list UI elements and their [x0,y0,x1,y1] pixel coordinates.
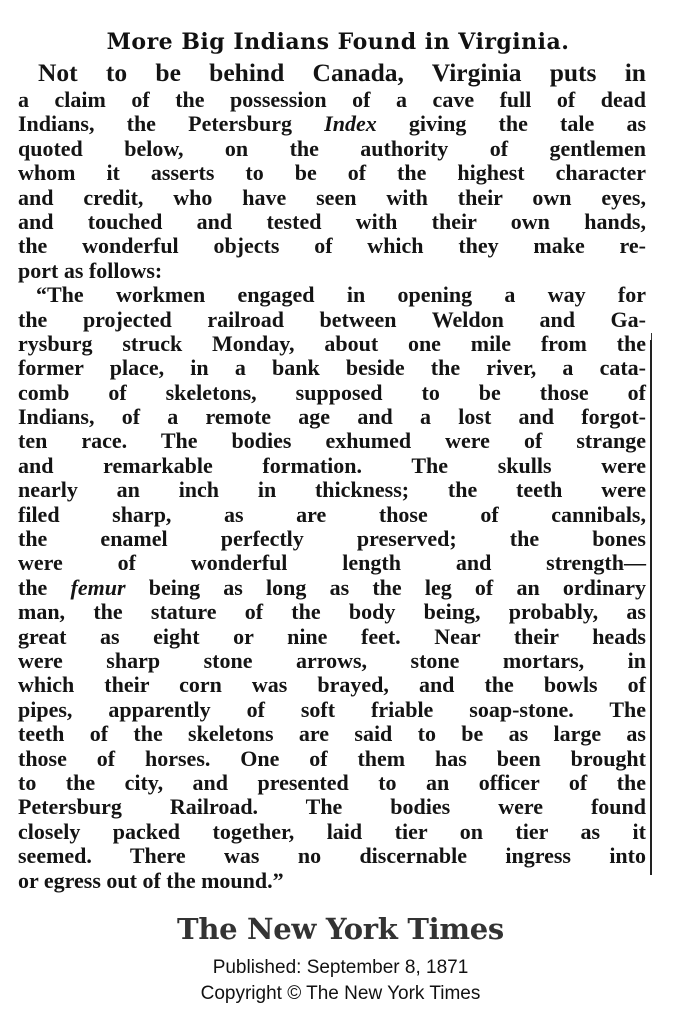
article-line [18,747,646,771]
article-line [18,771,646,795]
article-line [18,625,646,649]
article-line [18,478,646,502]
article-line [18,503,646,527]
headline: More Big Indians Found in Virginia. [106,29,570,55]
article-line-text: which their corn was brayed, and the bowls of [18,672,646,698]
copyright-notice: Copyright © The New York Times [200,983,481,1004]
article-line [18,58,646,88]
article-line-text: the [18,574,48,600]
article-line-text: Petersburg Railroad. The bodies were found [18,794,646,820]
article-line-text: ten race. The bodies exhumed were of strange [18,428,646,454]
article-line-text: Not to be behind Canada, Virginia puts in [38,58,646,87]
article-line-text: rysburg struck Monday, about one mile from the [18,330,646,356]
article-line [18,112,646,136]
article-line [18,283,646,307]
article-line [18,551,646,575]
article-line-text: teeth of the skeletons are said to be as large as [18,721,646,747]
article-line-text: a claim of the possession of a cave full of dead [18,87,646,112]
article-line-text: those of horses. One of them has been brought [18,745,646,771]
article-line-text: comb of skeletons, supposed to be those of [18,379,646,405]
article-line [18,649,646,673]
article-line-text: man, the stature of the body being, probably, as [18,599,646,625]
article-line-text: were sharp stone arrows, stone mortars, in [18,647,646,673]
article-line [18,576,646,600]
article-line [18,381,646,405]
article-line [18,137,646,161]
article-line-text: former place, in a bank beside the river, a cata- [18,355,646,381]
published-date: Published: September 8, 1871 [212,957,469,978]
article-line [18,869,646,893]
article-line-text: the enamel perfectly preserved; the bones [18,526,646,552]
article-italic-term: Index [324,111,377,137]
article-line-text: the wonderful objects of which they make re- [18,233,646,259]
article-line-text: quoted below, on the authority of gentlemen [18,135,646,161]
article-line [18,210,646,234]
article-line [18,429,646,453]
article-line-text: Indians, of a remote age and a lost and forgot- [18,404,646,430]
article-line-text: the projected railroad between Weldon and Ga- [18,306,646,332]
article-line-text: nearly an inch in thickness; the teeth were [18,477,646,503]
article-body [18,58,646,893]
article-line-text: whom it asserts to be of the highest character [18,160,646,186]
article-line-text: seemed. There was no discernable ingress into [18,843,646,869]
article-line-text-after: giving the tale as [376,111,646,137]
article-line [18,356,646,380]
article-line [18,308,646,332]
article-line [18,405,646,429]
article-line [18,527,646,551]
article-line [18,820,646,844]
article-line-text: great as eight or nine feet. Near their heads [18,623,646,649]
article-line-text: and touched and tested with their own hands, [18,208,646,234]
column-rule [650,340,652,875]
article-line [18,844,646,868]
article-line [18,88,646,112]
article-line [18,795,646,819]
article-line-text: “The workmen engaged in opening a way for [36,282,646,308]
article-line [18,454,646,478]
article-line [18,722,646,746]
article-line-text: were of wonderful length and strength— [18,550,646,576]
article-line-text: filed sharp, as are those of cannibals, [18,501,646,527]
article-line [18,698,646,722]
masthead-logo: The New York Times [177,912,504,946]
article-line-text: and remarkable formation. The skulls were [18,452,646,478]
article-line-text: port as follows: [18,257,163,283]
article-line-text: Indians, the Petersburg [18,111,292,137]
article-line [18,161,646,185]
article-line [18,259,646,283]
article-line [18,186,646,210]
article-line [18,234,646,258]
article-line-text: closely packed together, laid tier on tier as it [18,818,646,844]
article-line-text: to the city, and presented to an officer of the [18,769,646,795]
article-line-text: and credit, who have seen with their own eyes, [18,184,646,210]
article-italic-term: femur [70,574,126,600]
article-line [18,673,646,697]
article-line [18,600,646,624]
article-line-text: or egress out of the mound.” [18,867,284,893]
article-line [18,332,646,356]
article-line-text: pipes, apparently of soft friable soap-stone. The [18,696,646,722]
article-line-text-after: being as long as the leg of an ordinary [125,574,646,600]
